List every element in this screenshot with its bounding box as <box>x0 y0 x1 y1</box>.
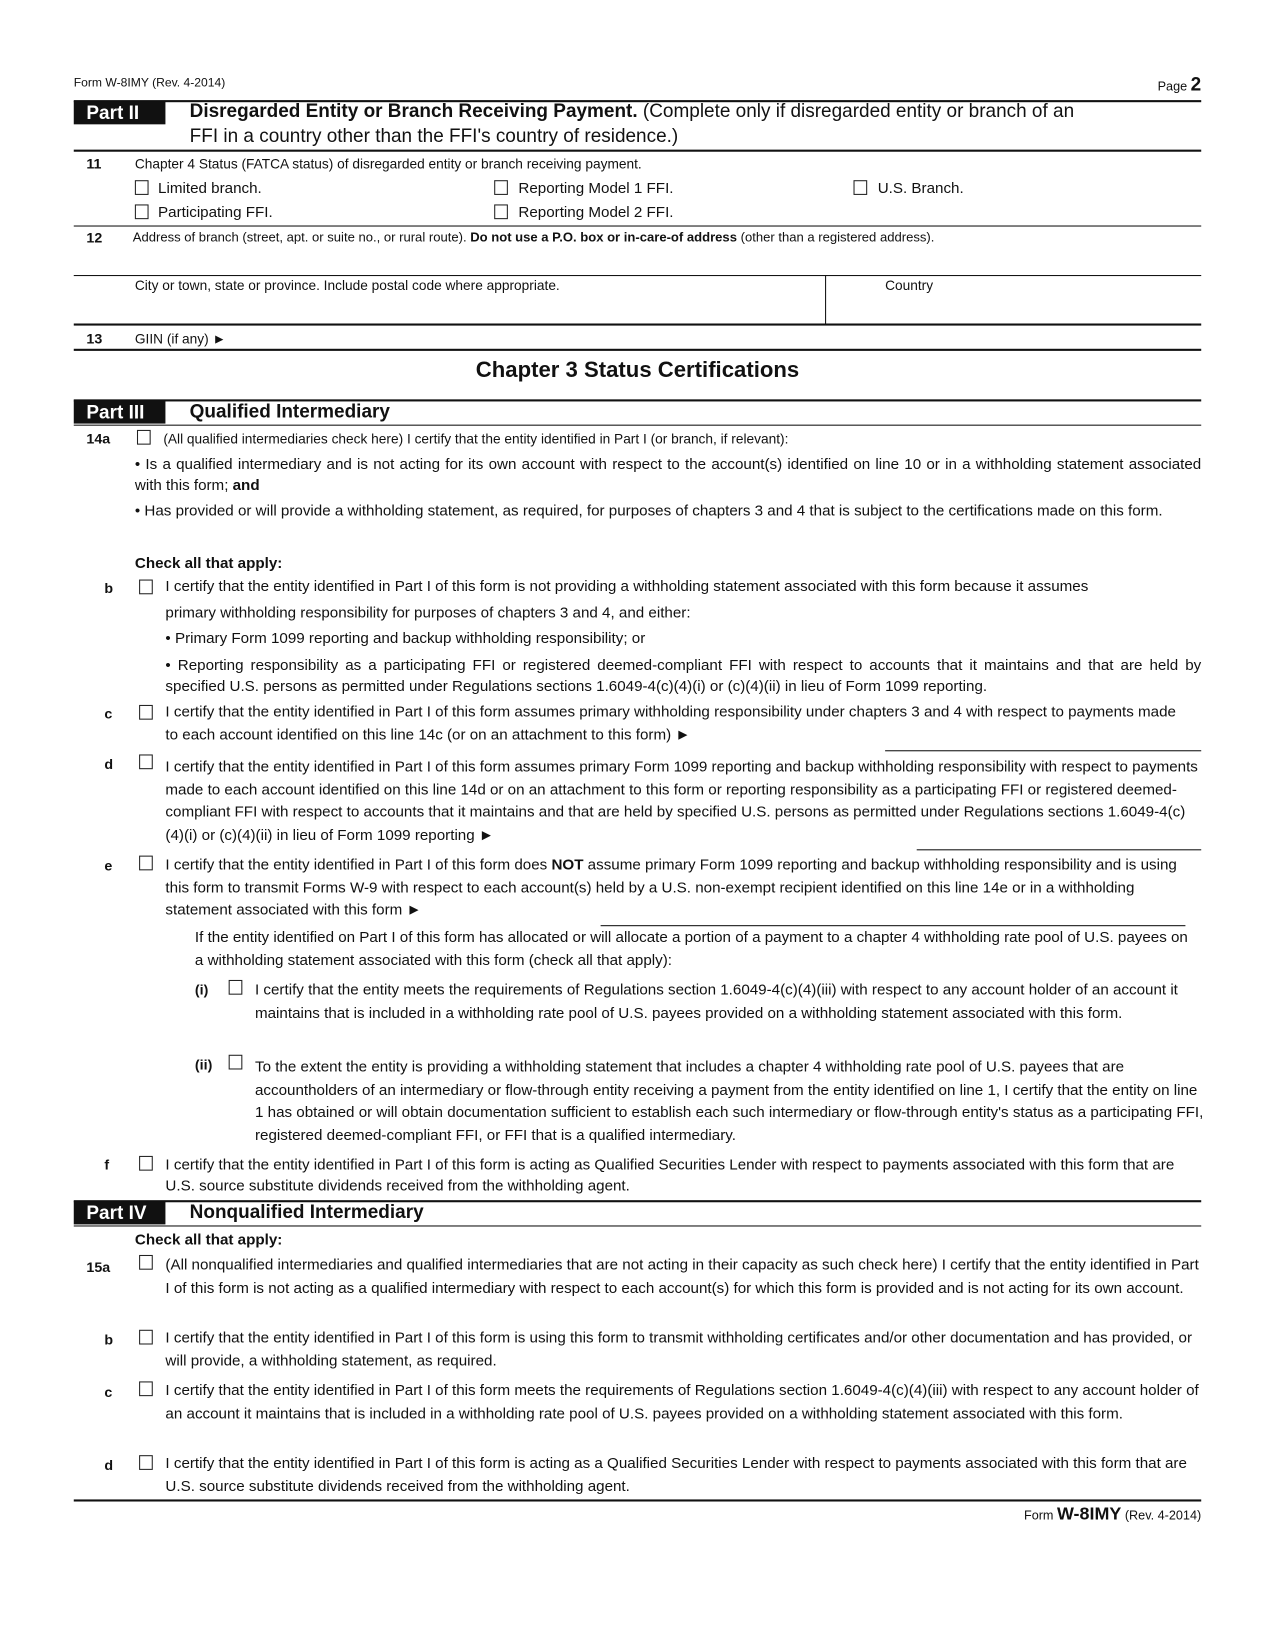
checkbox-reporting-model-1[interactable] <box>494 180 508 195</box>
line-12-label: Address of branch (street, apt. or suite no., or rural route). Do not use a P.O. box or in-care-of address (other than a registered address). <box>132 229 935 245</box>
line-15c-text: I certify that the entity identified in Part I of this form meets the requirements of Regulations section 1.6049-4(c)(4)(iii) with respect to any account holder of an account it maintains that is included in a withholding rate pool of U.S. payees provided on a withholding statement associated with this form. <box>165 1382 1199 1423</box>
line-14e-note: If the entity identified on Part I of this form has allocated or will allocate a portion of a payment to a chapter 4 withholding rate pool of U.S. payees on a withholding statement associated with this form (check all that apply): <box>194 929 1188 969</box>
line-number: b <box>104 1331 114 1348</box>
line-14a-text: (All qualified intermediaries check here) I certify that the entity identified in Part I (or branch, if relevant): <box>163 430 789 447</box>
line-14b-text-cont: primary withholding responsibility for purposes of chapters 3 and 4, and either: <box>165 604 691 622</box>
line-14e-field[interactable] <box>601 925 1186 926</box>
line-14c-text: I certify that the entity identified in Part I of this form assumes primary withholding responsibility under chapters 3 and 4 with respect to payments made to each account identified on this line 14c (or on an attachment to this form) ► <box>165 703 1176 744</box>
branch-address-field[interactable] <box>74 244 1201 274</box>
line-number: 12 <box>86 229 103 246</box>
line-14e-text: I certify that the entity identified in Part I of this form does NOT assume primary Form 1099 reporting and backup withholding responsibility and is using this form to transmit Forms W-9 with respect to each account(s) held by a U.S. non-exempt recipient identified on this line 14e or in a withholding statement associated with this form ► <box>165 856 1177 920</box>
line-number: e <box>104 857 113 874</box>
part-iv-title: Nonqualified Intermediary <box>189 1201 424 1223</box>
checkbox-15c[interactable] <box>139 1381 153 1396</box>
line-number: d <box>104 756 114 773</box>
line-number: 15a <box>86 1259 111 1275</box>
line-number: (ii) <box>194 1056 213 1073</box>
line-number: d <box>104 1457 114 1474</box>
option-label: Reporting Model 2 FFI. <box>518 204 674 222</box>
checkbox-15a[interactable] <box>139 1255 153 1270</box>
city-field[interactable] <box>74 297 824 323</box>
page-label: Page <box>1157 79 1188 94</box>
line-15d-text: I certify that the entity identified in Part I of this form is acting as a Qualified Securities Lender with respect to payments associated with this form that are U.S. source substitute dividends received from the withholding agent. <box>165 1455 1187 1495</box>
divider <box>74 275 1201 276</box>
checkbox-participating-ffi[interactable] <box>135 204 149 219</box>
line-14f-text: I certify that the entity identified in Part I of this form is acting as Qualified Securities Lender with respect to payments associated with this form that are U.S. source substitute dividends received from the withholding agent. <box>165 1156 1175 1195</box>
checkbox-14e-i[interactable] <box>229 980 243 995</box>
part-ii-title: Disregarded Entity or Branch Receiving Payment. (Complete only if disregarded entity or branch of an <box>189 100 1075 122</box>
checkbox-reporting-model-2[interactable] <box>494 204 508 219</box>
divider <box>74 349 1201 351</box>
line-14b-text: I certify that the entity identified in Part I of this form is not providing a withholding statement associated with this form because it assumes <box>165 578 1089 596</box>
checkbox-limited-branch[interactable] <box>135 180 149 195</box>
line-14d-text: I certify that the entity identified in Part I of this form assumes primary Form 1099 reporting and backup withholding responsibility with respect to payments made to each account identified on this line 14d or on an attachment to this form or reporting responsibility as a participating FFI or registered deemed-compliant FFI with respect to accounts that it maintains and that are held by specified U.S. persons as permitted under Regulations sections 1.6049-4(c)(4)(i) or (c)(4)(ii) in lieu of Form 1099 reporting ► <box>165 758 1198 844</box>
country-label: Country <box>885 277 934 293</box>
line-number: (i) <box>194 982 209 998</box>
line-number: f <box>104 1156 110 1173</box>
line-11-label: Chapter 4 Status (FATCA status) of disregarded entity or branch receiving payment. <box>134 155 642 172</box>
line-14a-bullet-1: • Is a qualified intermediary and is not acting for its own account with respect to the account(s) identified on line 10 or in a withholding statement associated with this form; and <box>134 456 1202 495</box>
check-all-label: Check all that apply: <box>134 1231 283 1249</box>
checkbox-14a[interactable] <box>137 430 151 445</box>
line-14b-bullet-2: • Reporting responsibility as a participating FFI or registered deemed-compliant FFI with respect to accounts that it maintains and that are held by specified U.S. persons as permitted under Regulations sections 1.6049-4(c)(4)(i) or (c)(4)(ii) in lieu of Form 1099 reporting. <box>165 657 1202 696</box>
divider <box>74 323 1201 325</box>
checkbox-14b[interactable] <box>139 580 153 595</box>
line-14e-i-text: I certify that the entity meets the requirements of Regulations section 1.6049-4(c)(4)(iii) with respect to any account holder of an account it maintains that is included in a withholding rate pool of U.S. payees provided on a withholding statement associated with this form. <box>254 982 1178 1022</box>
check-all-label: Check all that apply: <box>134 555 283 573</box>
part-iv-tag: Part IV <box>74 1201 166 1224</box>
checkbox-14e-ii[interactable] <box>229 1055 243 1070</box>
checkbox-15d[interactable] <box>139 1455 153 1470</box>
divider <box>74 1499 1201 1501</box>
line-number: c <box>104 705 113 722</box>
option-label: U.S. Branch. <box>877 180 964 198</box>
page-indicator <box>1158 74 1202 96</box>
checkbox-14f[interactable] <box>139 1156 153 1171</box>
section-title: Chapter 3 Status Certifications <box>475 358 800 383</box>
line-number: 13 <box>86 330 103 347</box>
checkbox-14c[interactable] <box>139 705 153 720</box>
part-iii-title: Qualified Intermediary <box>189 400 390 422</box>
line-14e-ii-text: To the extent the entity is providing a withholding statement that includes a chapter 4 withholding rate pool of U.S. payees that are accountholders of an intermediary or flow-through entity receiving a payment from the entity identified on line 1, I certify that the entity on line 1 has obtained or will obtain documentation sufficient to establish each such intermediary or flow-through entity's status as a participating FFI, registered deemed-compliant FFI, or FFI that is a qualified intermediary. <box>254 1058 1204 1145</box>
giin-field[interactable] <box>253 328 1201 349</box>
option-label: Limited branch. <box>158 180 262 198</box>
divider <box>74 1225 1201 1226</box>
checkbox-14d[interactable] <box>139 754 153 769</box>
line-14d-field[interactable] <box>917 849 1201 850</box>
line-number: b <box>104 580 114 597</box>
line-15b-text: I certify that the entity identified in Part I of this form is using this form to transmit withholding certificates and/or other documentation and has provided, or will provide, a withholding statement, as required. <box>165 1329 1192 1370</box>
checkbox-14e[interactable] <box>139 856 153 871</box>
divider <box>74 225 1201 226</box>
option-label: Participating FFI. <box>158 204 273 222</box>
page-number: 2 <box>1190 73 1202 95</box>
line-number: 14a <box>86 430 111 447</box>
line-14a-bullet-2: • Has provided or will provide a withholding statement, as required, for purposes of chapters 3 and 4 that is subject to the certifications made on this form. <box>134 502 1163 520</box>
checkbox-us-branch[interactable] <box>853 180 867 195</box>
line-number: 11 <box>86 155 102 172</box>
option-label: Reporting Model 1 FFI. <box>518 180 674 198</box>
divider <box>74 150 1201 152</box>
line-number: c <box>104 1384 113 1401</box>
line-15a-text: (All nonqualified intermediaries and qualified intermediaries that are not acting in their capacity as such check here) I certify that the entity identified in Part I of this form is not acting as a qualified intermediary with respect to each account(s) for which this form is provided and is not acting for its own account. <box>165 1257 1199 1297</box>
divider <box>825 275 826 325</box>
form-id: Form W-8IMY (Rev. 4-2014) <box>73 76 226 90</box>
giin-label: GIIN (if any) ► <box>134 330 227 347</box>
line-14b-bullet-1: • Primary Form 1099 reporting and backup withholding responsibility; or <box>165 630 646 647</box>
country-field[interactable] <box>827 297 1201 323</box>
part-ii-tag: Part II <box>74 101 166 124</box>
part-iii-tag: Part III <box>74 400 166 423</box>
divider <box>74 425 1201 426</box>
line-14c-field[interactable] <box>885 750 1201 751</box>
part-ii-title-cont: FFI in a country other than the FFI's country of residence.) <box>189 125 679 147</box>
city-label: City or town, state or province. Include postal code where appropriate. <box>134 277 560 293</box>
checkbox-15b[interactable] <box>139 1330 153 1345</box>
footer-form-id: Form W-8IMY (Rev. 4-2014) <box>1023 1503 1202 1524</box>
